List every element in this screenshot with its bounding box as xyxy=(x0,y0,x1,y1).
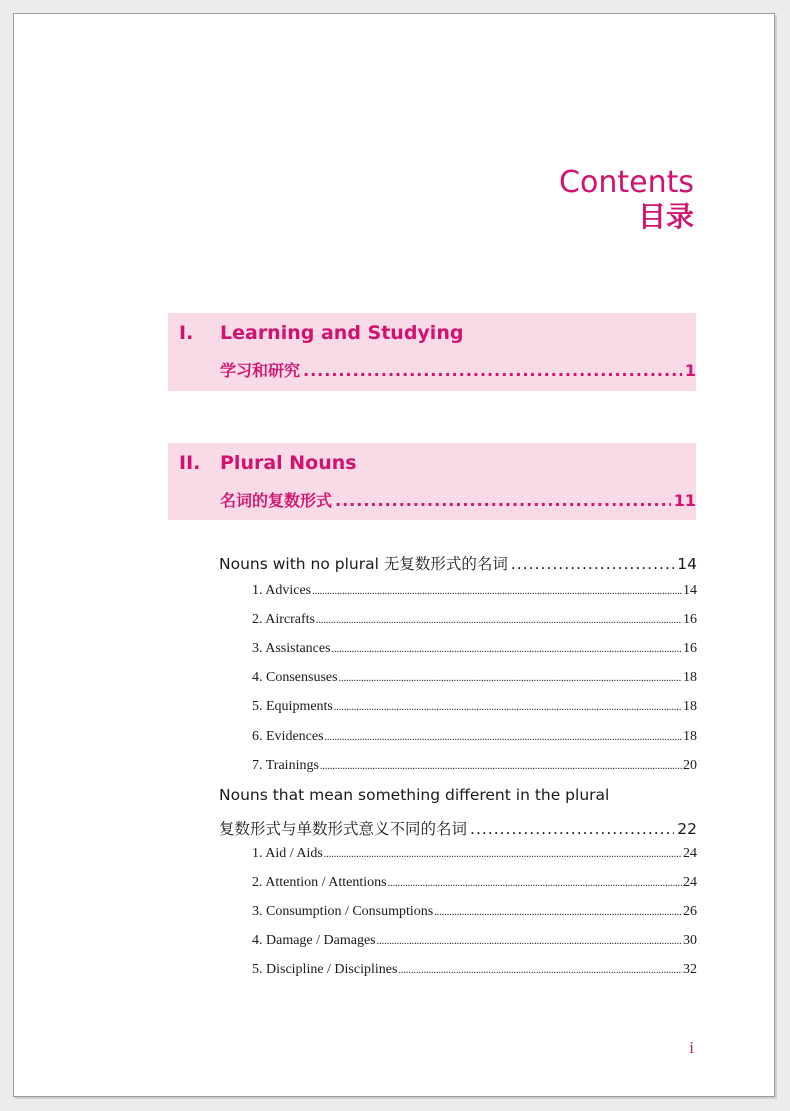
entry-label: 2. Aircrafts xyxy=(252,612,315,627)
section-entry[interactable] xyxy=(219,817,697,839)
chapter-title-chinese: 学习和研究 xyxy=(220,361,301,380)
chapter-title-chinese: 名词的复数形式 xyxy=(220,491,333,510)
entry-page-number: 30 xyxy=(683,933,697,948)
dot-leader xyxy=(324,849,682,860)
document-page xyxy=(13,13,775,1097)
toc-entry[interactable] xyxy=(252,612,697,628)
entry-label: 5. Equipments xyxy=(252,699,333,714)
entry-page-number: 18 xyxy=(683,729,697,744)
entry-page-number: 32 xyxy=(683,962,697,977)
page-folio: i xyxy=(689,1038,694,1057)
section-label: 复数形式与单数形式意义不同的名词 xyxy=(219,820,468,838)
entry-label: 1. Aid / Aids xyxy=(252,846,323,861)
dot-leader xyxy=(398,965,682,976)
chapter-page-number: 11 xyxy=(673,491,696,510)
toc-entry[interactable] xyxy=(252,962,697,978)
toc-entry[interactable] xyxy=(252,846,697,862)
dot-leader xyxy=(377,936,682,947)
toc-entry[interactable] xyxy=(252,758,697,774)
entry-label: 2. Attention / Attentions xyxy=(252,875,387,890)
toc-entry[interactable] xyxy=(252,699,697,715)
entry-page-number: 20 xyxy=(683,758,697,773)
entry-page-number: 16 xyxy=(683,641,697,656)
dot-leader xyxy=(388,878,682,889)
entry-label: 7. Trainings xyxy=(252,758,319,773)
entry-page-number: 16 xyxy=(683,612,697,627)
chapter-title-english: Learning and Studying xyxy=(220,322,464,344)
dot-leader xyxy=(303,361,682,380)
chapter-number: I. xyxy=(179,322,194,344)
dot-leader xyxy=(334,702,682,713)
entry-label: 3. Assistances xyxy=(252,641,331,656)
dot-leader xyxy=(320,761,682,772)
dot-leader xyxy=(332,644,682,655)
toc-entry[interactable] xyxy=(252,670,697,686)
entry-page-number: 26 xyxy=(683,904,697,919)
chapter-title-english: Plural Nouns xyxy=(220,452,357,474)
entry-page-number: 18 xyxy=(683,670,697,685)
title-english: Contents xyxy=(559,165,694,200)
chapter-number: II. xyxy=(179,452,201,474)
entry-page-number: 14 xyxy=(683,583,697,598)
dot-leader xyxy=(511,555,674,573)
dot-leader xyxy=(325,732,682,743)
entry-label: 4. Damage / Damages xyxy=(252,933,376,948)
toc-entry[interactable] xyxy=(252,729,697,745)
toc-entry[interactable] xyxy=(252,904,697,920)
entry-page-number: 24 xyxy=(683,875,697,890)
title-chinese: 目录 xyxy=(637,200,694,233)
entry-label: 3. Consumption / Consumptions xyxy=(252,904,434,919)
dot-leader xyxy=(434,907,682,918)
toc-entry[interactable] xyxy=(252,641,697,657)
dot-leader xyxy=(312,586,682,597)
dot-leader xyxy=(316,615,682,626)
dot-leader xyxy=(335,491,671,510)
chapter-band[interactable] xyxy=(168,443,696,520)
toc-entry[interactable] xyxy=(252,933,697,949)
dot-leader xyxy=(339,673,682,684)
section-page-number: 22 xyxy=(677,820,697,838)
entry-label: 1. Advices xyxy=(252,583,312,598)
toc-entry[interactable] xyxy=(252,583,697,599)
entry-label: 4. Consensuses xyxy=(252,670,338,685)
section-page-number: 14 xyxy=(677,555,697,573)
chapter-leader-row xyxy=(220,488,696,511)
toc-entry[interactable] xyxy=(252,875,697,891)
section-label: Nouns with no plural 无复数形式的名词 xyxy=(219,555,508,573)
contents-title xyxy=(559,166,694,234)
section-label-line1[interactable]: Nouns that mean something different in the plural xyxy=(219,786,610,804)
entry-label: 5. Discipline / Disciplines xyxy=(252,962,398,977)
chapter-page-number: 1 xyxy=(684,361,696,380)
entry-page-number: 18 xyxy=(683,699,697,714)
entry-page-number: 24 xyxy=(683,846,697,861)
entry-label: 6. Evidences xyxy=(252,729,324,744)
dot-leader xyxy=(470,820,674,838)
section-entry[interactable] xyxy=(219,552,697,574)
chapter-leader-row xyxy=(220,358,696,381)
chapter-band[interactable] xyxy=(168,313,696,391)
